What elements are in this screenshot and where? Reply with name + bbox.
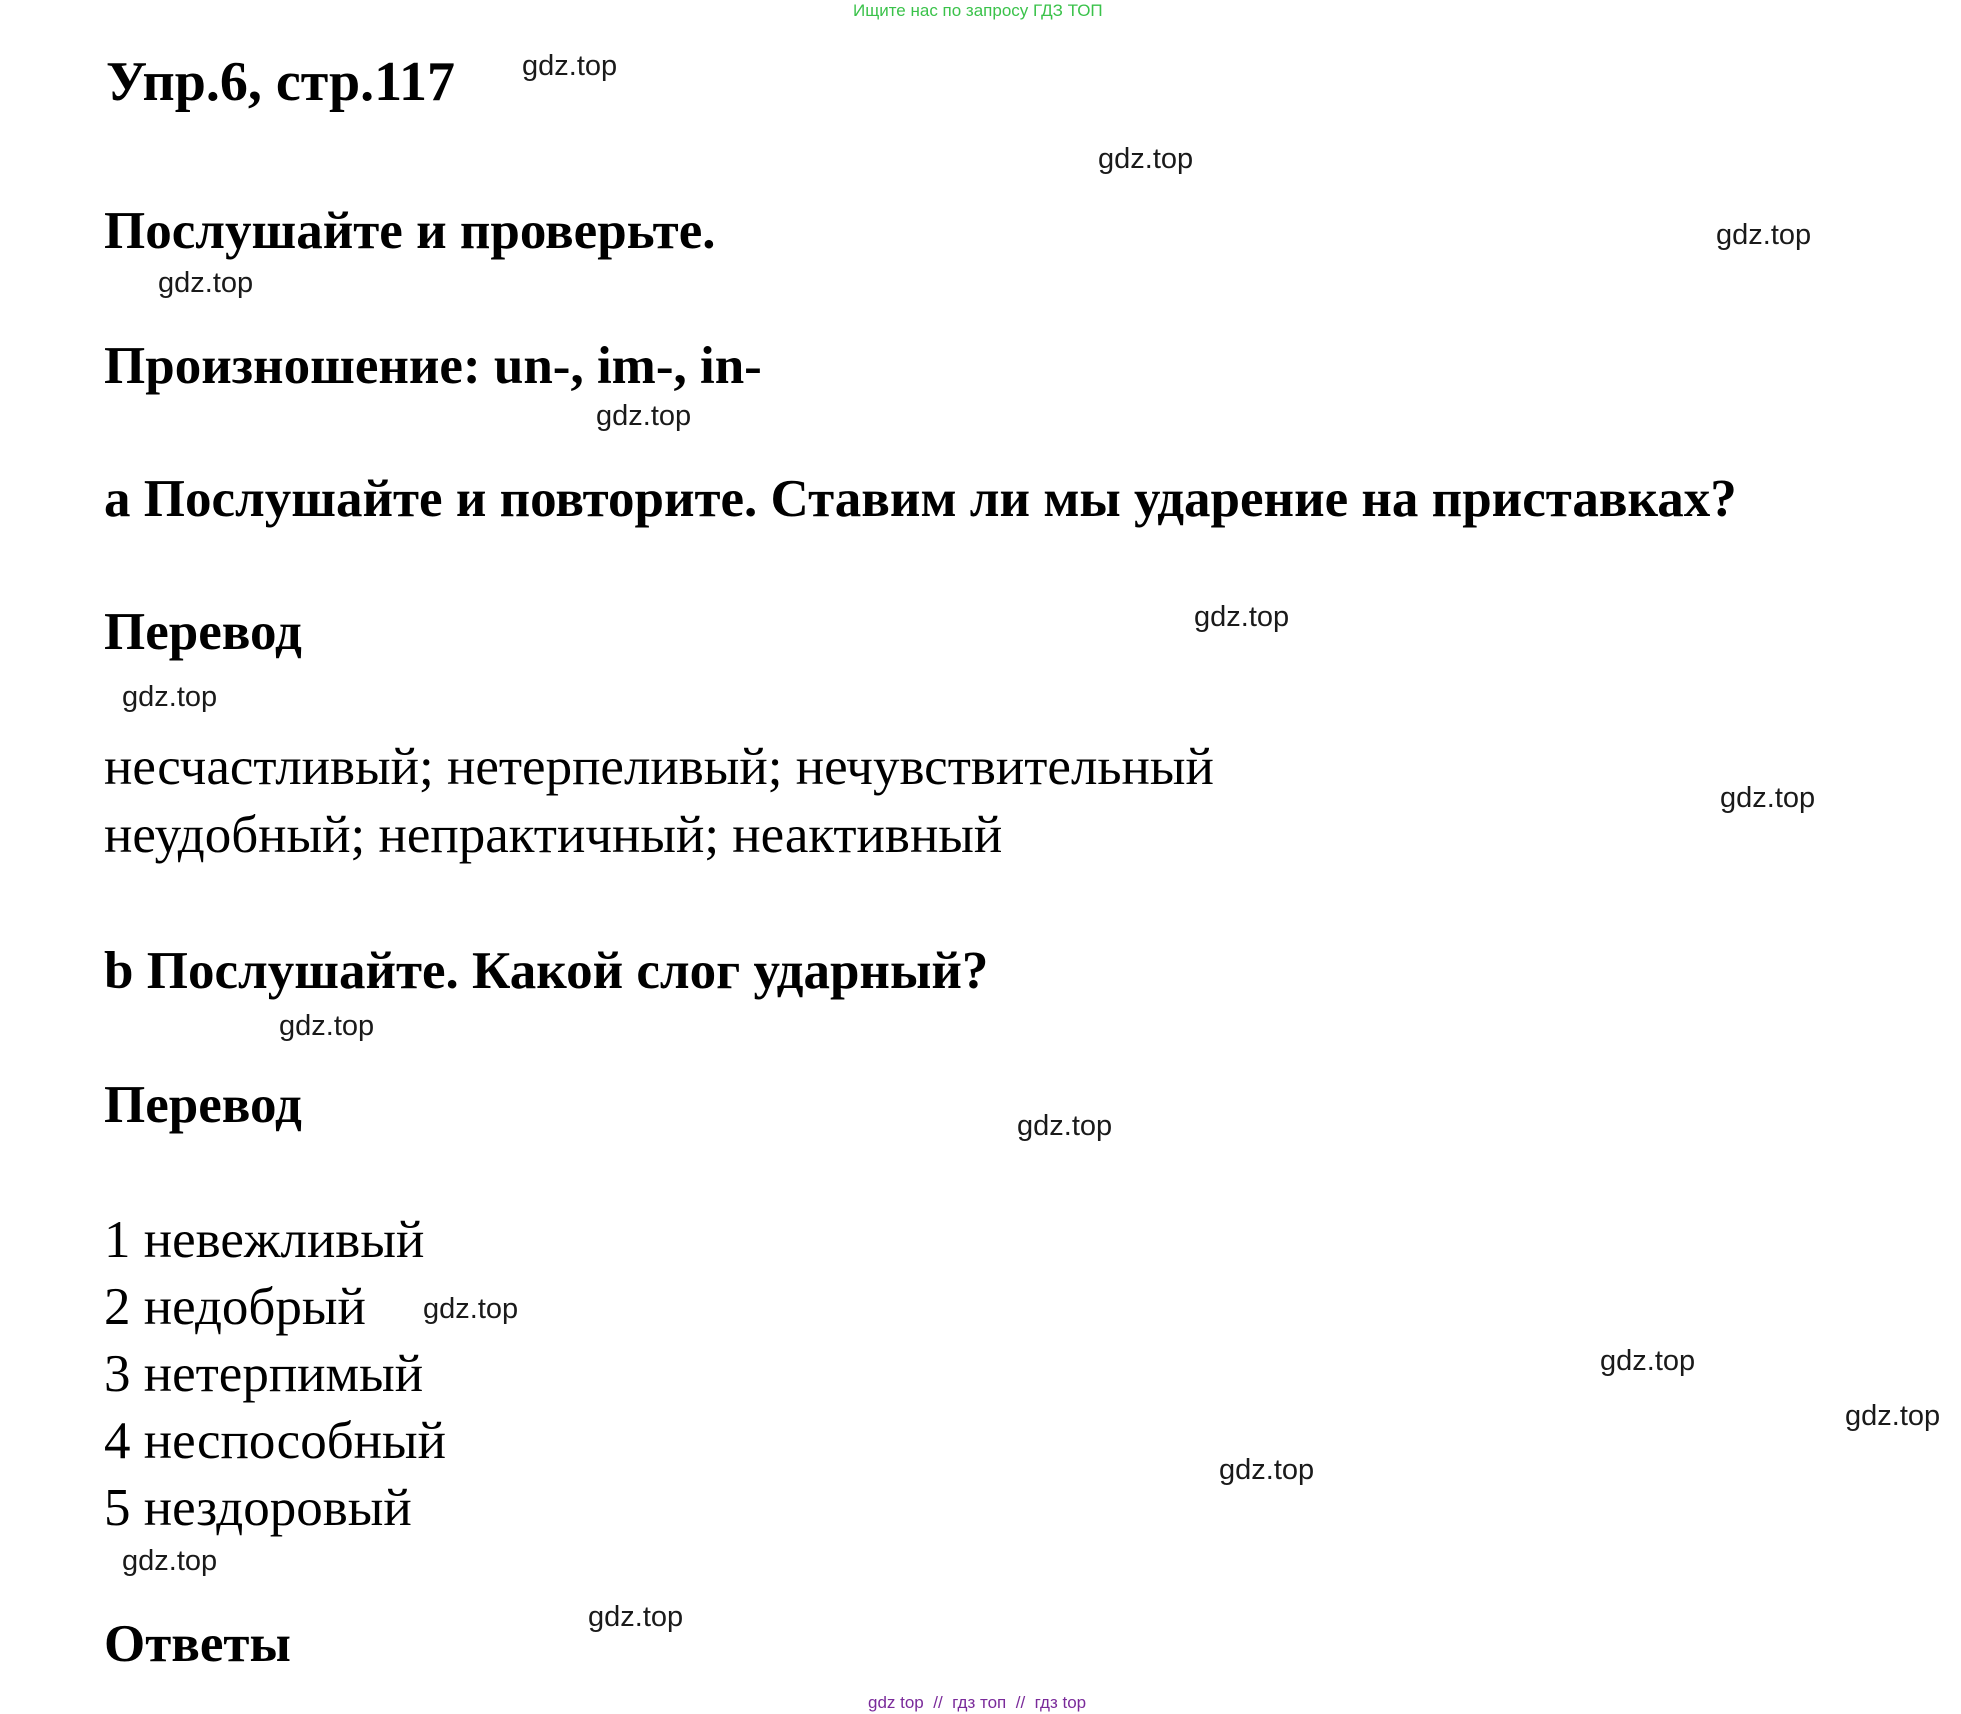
bottom-banner-part-3: гдз top xyxy=(1034,1693,1087,1712)
watermark: gdz.top xyxy=(1720,782,1816,814)
task-b-heading: b Послушайте. Какой слог ударный? xyxy=(104,942,989,1000)
pronunciation-heading: Произношение: un-, im-, in- xyxy=(104,337,762,395)
watermark: gdz.top xyxy=(596,400,692,432)
watermark: gdz.top xyxy=(423,1293,519,1325)
watermark: gdz.top xyxy=(522,50,618,82)
translation-a-line-2: неудобный; непрактичный; неактивный xyxy=(104,806,1003,864)
translation-b-item-2: 2 недобрый xyxy=(104,1278,366,1336)
answers-heading: Ответы xyxy=(104,1615,291,1673)
watermark: gdz.top xyxy=(1017,1110,1113,1142)
watermark: gdz.top xyxy=(1098,143,1194,175)
task-a-heading: a Послушайте и повторите. Ставим ли мы ударение на приставках? xyxy=(104,470,1737,528)
bottom-banner-separator-2: // xyxy=(1015,1693,1026,1712)
translation-heading-a: Перевод xyxy=(104,603,302,661)
watermark: gdz.top xyxy=(588,1601,684,1633)
watermark: gdz.top xyxy=(158,267,254,299)
watermark: gdz.top xyxy=(279,1010,375,1042)
watermark: gdz.top xyxy=(1219,1454,1315,1486)
page-title: Упр.6, стр.117 xyxy=(106,51,456,113)
intro-heading: Послушайте и проверьте. xyxy=(104,202,716,260)
top-banner xyxy=(853,2,1103,19)
bottom-banner-part-1: gdz top xyxy=(868,1693,924,1712)
translation-b-item-5: 5 нездоровый xyxy=(104,1479,412,1537)
bottom-banner-part-2: гдз топ xyxy=(952,1693,1007,1712)
bottom-banner-separator-1: // xyxy=(933,1693,943,1712)
watermark: gdz.top xyxy=(122,681,218,713)
watermark: gdz.top xyxy=(1194,601,1290,633)
watermark: gdz.top xyxy=(1716,219,1812,251)
translation-a-line-1: несчастливый; нетерпеливый; нечувствительный xyxy=(104,738,1214,796)
watermark: gdz.top xyxy=(1600,1345,1696,1377)
translation-b-item-4: 4 неспособный xyxy=(104,1412,446,1470)
translation-b-item-1: 1 невежливый xyxy=(104,1211,425,1269)
watermark: gdz.top xyxy=(122,1545,218,1577)
top-banner-text: Ищите нас по запросу ГДЗ ТОП xyxy=(853,1,1103,20)
watermark: gdz.top xyxy=(1845,1400,1941,1432)
translation-b-item-3: 3 нетерпимый xyxy=(104,1345,424,1403)
bottom-banner xyxy=(868,1694,1086,1711)
translation-heading-b: Перевод xyxy=(104,1076,302,1134)
